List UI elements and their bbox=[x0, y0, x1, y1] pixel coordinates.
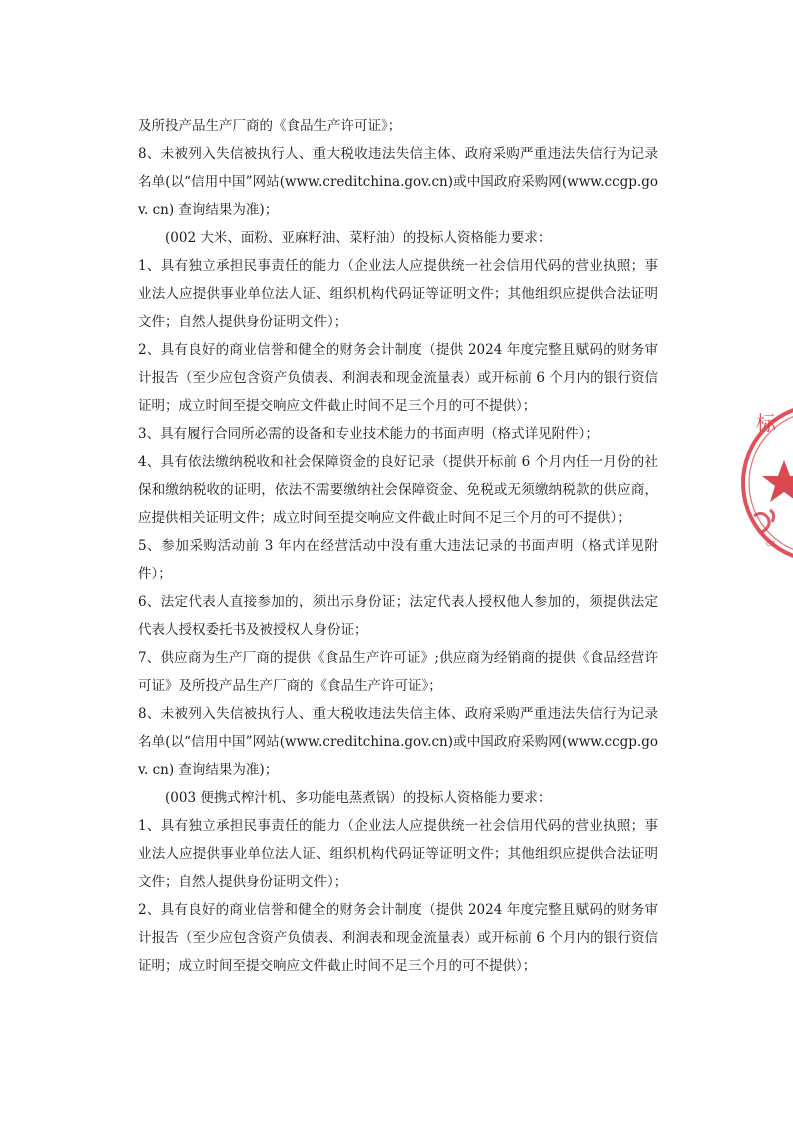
paragraph-item-8-credit-2: 8、未被列入失信被执行人、重大税收违法失信主体、政府采购严重违法失信行为记录名单(以“信用中国”网站(www.creditchina.gov.cn)或中国政府采购网(www.ccgp.gov. cn) 查询结果为准)； bbox=[138, 706, 658, 778]
paragraph-item-4-tax: 4、具有依法缴纳税收和社会保障资金的良好记录（提供开标前 6 个月内任一月份的社保和缴纳税收的证明，依法不需要缴纳社会保障资金、免税或无须缴纳税款的供应商，应提供相关证明文件；成立时间至提交响应文件截止时间不足三个月的可不提供）； bbox=[138, 454, 658, 526]
paragraph-item-2-financial: 2、具有良好的商业信誉和健全的财务会计制度（提供 2024 年度完整且赋码的财务审计报告（至少应包含资产负债表、利润表和现金流量表）或开标前 6 个月内的银行资信证明；成立时间至提交响应文件截止时间不足三个月的可不提供）； bbox=[138, 342, 658, 414]
paragraph-item-1-civil-liability: 1、具有独立承担民事责任的能力（企业法人应提供统一社会信用代码的营业执照；事业法人应提供事业单位法人证、组织机构代码证等证明文件；其他组织应提供合法证明文件；自然人提供身份证明文件）； bbox=[138, 258, 658, 330]
paragraph-item-6-representative: 6、法定代表人直接参加的，须出示身份证；法定代表人授权他人参加的，须提供法定代表人授权委托书及被授权人身份证； bbox=[138, 594, 658, 638]
document-body bbox=[138, 112, 658, 980]
paragraph-item-5-no-violation: 5、参加采购活动前 3 年内在经营活动中没有重大违法记录的书面声明（格式详见附件）； bbox=[138, 538, 658, 582]
paragraph-item-1-civil-liability-2: 1、具有独立承担民事责任的能力（企业法人应提供统一社会信用代码的营业执照；事业法人应提供事业单位法人证、组织机构代码证等证明文件；其他组织应提供合法证明文件；自然人提供身份证明文件）； bbox=[138, 818, 658, 890]
section-heading-003: (003 便携式榨汁机、多功能电蒸煮锅）的投标人资格能力要求： bbox=[165, 790, 552, 806]
official-seal-stamp bbox=[736, 398, 793, 568]
section-heading-002: (002 大米、面粉、亚麻籽油、菜籽油）的投标人资格能力要求： bbox=[165, 230, 552, 246]
seal-char: 标 bbox=[756, 411, 776, 435]
paragraph-continued-license: 及所投产品生产厂商的《食品生产许可证》； bbox=[138, 118, 402, 134]
paragraph-item-7-food-license: 7、供应商为生产厂商的提供《食品生产许可证》;供应商为经销商的提供《食品经营许可证》及所投产品生产厂商的《食品生产许可证》； bbox=[138, 650, 658, 694]
paragraph-item-8-credit: 8、未被列入失信被执行人、重大税收违法失信主体、政府采购严重违法失信行为记录名单(以“信用中国”网站(www.creditchina.gov.cn)或中国政府采购网(www.ccgp.gov. cn) 查询结果为准)； bbox=[138, 146, 658, 218]
paragraph-item-2-financial-2: 2、具有良好的商业信誉和健全的财务会计制度（提供 2024 年度完整且赋码的财务审计报告（至少应包含资产负债表、利润表和现金流量表）或开标前 6 个月内的银行资信证明；成立时间至提交响应文件截止时间不足三个月的可不提供）； bbox=[138, 902, 658, 974]
paragraph-item-3-equipment: 3、具有履行合同所必需的设备和专业技术能力的书面声明（格式详见附件）； bbox=[138, 426, 599, 442]
svg-text:C7: C7 bbox=[766, 540, 776, 548]
